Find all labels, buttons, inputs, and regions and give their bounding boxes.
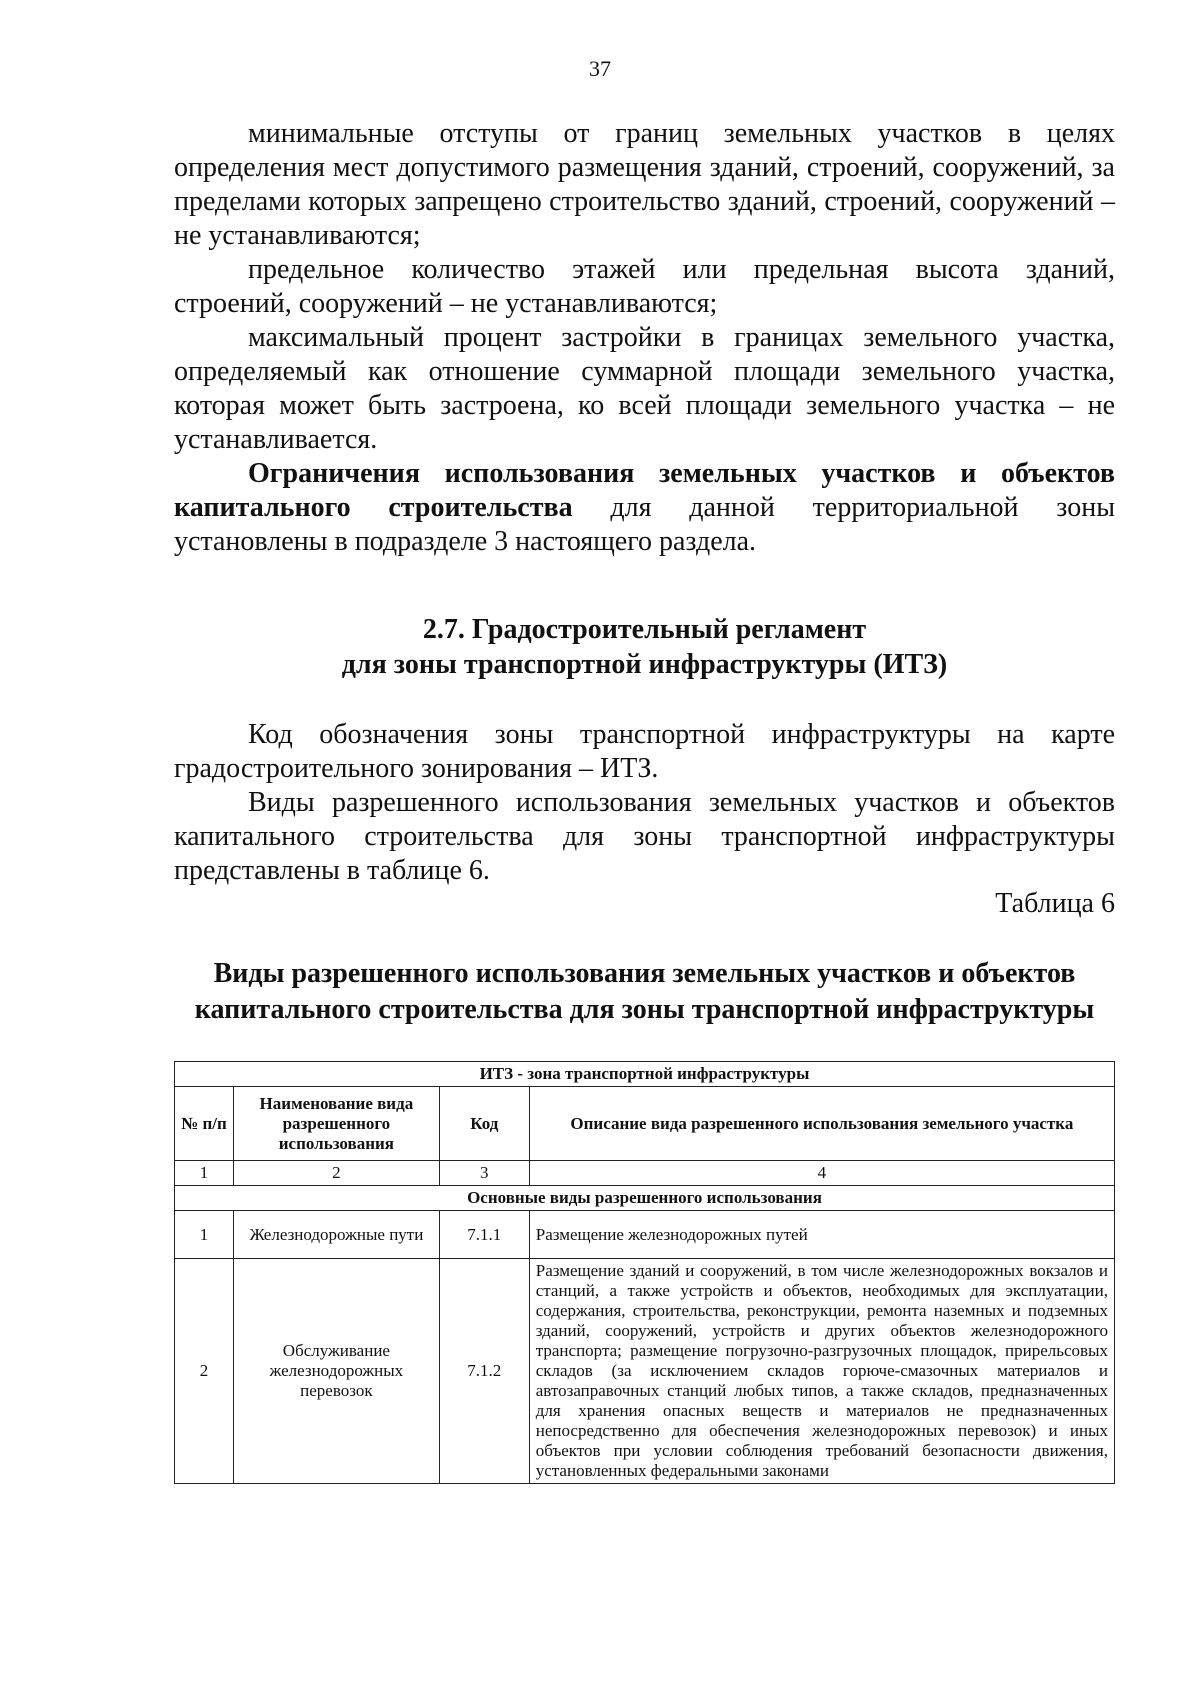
zone-code-paragraph: Код обозначения зоны транспортной инфраструктуры на карте градостроительного зонирования – ИТЗ. (174, 719, 1115, 784)
column-number-row (175, 1161, 1115, 1186)
table-row (175, 1259, 1115, 1484)
usage-table (174, 1061, 1115, 1484)
table-title-line1: Виды разрешенного использования земельных участков и объектов (213, 958, 1076, 989)
header-desc: Описание вида разрешенного использования земельного участка (529, 1087, 1114, 1161)
column-number: 3 (439, 1161, 529, 1186)
table-title-line2: капитального строительства для зоны транспортной инфраструктуры (194, 994, 1095, 1025)
table-label: Таблица 6 (995, 888, 1115, 919)
zone-description (174, 718, 1115, 888)
zone-header-row (175, 1062, 1115, 1087)
zone-header: ИТЗ - зона транспортной инфраструктуры (175, 1062, 1115, 1087)
column-number: 1 (175, 1161, 234, 1186)
column-number: 2 (233, 1161, 439, 1186)
header-row (175, 1087, 1115, 1161)
paragraph-setbacks: минимальные отступы от границ земельных участков в целях определения мест допустимого размещения зданий, строений, сооружений, за пределами которых запрещено строительство зданий, строений, сооружений – не устанавливаются; (174, 118, 1115, 251)
paragraph-floors: предельное количество этажей или предельная высота зданий, строений, сооружений – не устанавливаются; (174, 254, 1115, 319)
row-num: 2 (175, 1259, 234, 1484)
paragraph-restrictions (174, 457, 1115, 559)
paragraph-coverage: максимальный процент застройки в границах земельного участка, определяемый как отношение суммарной площади земельного участка, которая может быть застроена, ко всей площади земельного участка – не устанавливается. (174, 322, 1115, 455)
header-name: Наименование вида разрешенного использования (233, 1087, 439, 1161)
section-title (174, 612, 1115, 682)
table-row (175, 1211, 1115, 1259)
regulation-text (174, 117, 1115, 559)
restrictions-bold: Ограничения использования земельных участков и объектов капитального строительства (174, 458, 1115, 523)
row-num: 1 (175, 1211, 234, 1259)
zone-usage-paragraph: Виды разрешенного использования земельных участков и объектов капитального строительства для зоны транспортной инфраструктуры представлены в таблице 6. (174, 787, 1115, 886)
section-header-row (175, 1186, 1115, 1211)
table-title (174, 956, 1115, 1028)
section-title-line1: 2.7. Градостроительный регламент (422, 614, 867, 645)
header-code: Код (439, 1087, 529, 1161)
row-name: Обслуживание железнодорожных перевозок (233, 1259, 439, 1484)
row-code: 7.1.1 (439, 1211, 529, 1259)
row-desc: Размещение зданий и сооружений, в том числе железнодорожных вокзалов и станций, а также устройств и объектов, необходимых для эксплуатации, содержания, строительства, реконструкции, ремонта наземных и подземных зданий, сооружений, устройств и других объектов железнодорожного транспорта; размещение погрузочно-разгрузочных площадок, прирельсовых складов (за исключением складов горюче-смазочных материалов и автозаправочных станций любых типов, а также складов, предназначенных для хранения опасных веществ и материалов не предназначенных непосредственно для обеспечения железнодорожных перевозок) и иных объектов при условии соблюдения требований безопасности движения, установленных федеральными законами (529, 1259, 1114, 1484)
row-code: 7.1.2 (439, 1259, 529, 1484)
header-num: № п/п (175, 1087, 234, 1161)
restrictions-rest: для данной территориальной зоны установлены в подразделе 3 настоящего раздела. (174, 492, 1116, 557)
row-desc: Размещение железнодорожных путей (529, 1211, 1114, 1259)
column-number: 4 (529, 1161, 1114, 1186)
page-number: 37 (589, 56, 611, 81)
row-name: Железнодорожные пути (233, 1211, 439, 1259)
main-uses-header: Основные виды разрешенного использования (175, 1186, 1115, 1211)
section-title-line2: для зоны транспортной инфраструктуры (ИТЗ) (341, 649, 948, 680)
